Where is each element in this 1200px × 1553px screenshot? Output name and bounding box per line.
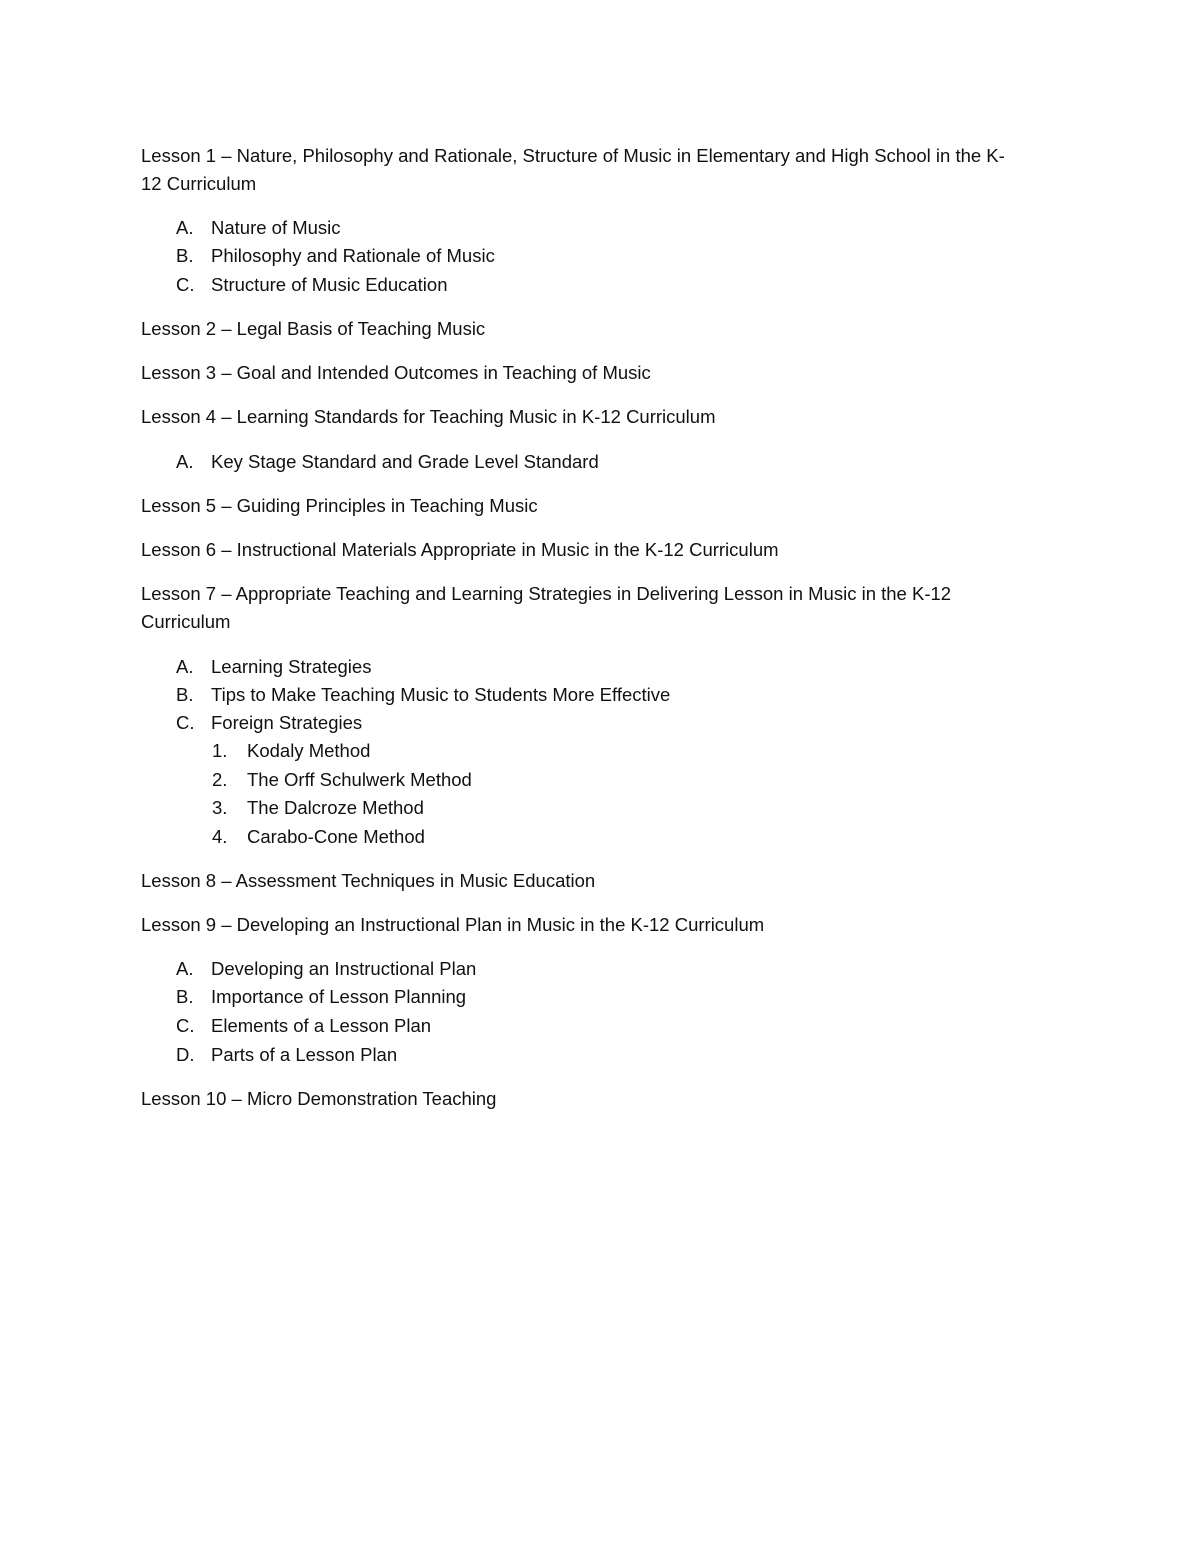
lesson-5-title: Lesson 5 – Guiding Principles in Teaching Music (141, 495, 538, 516)
lesson-7-item-a: Learning Strategies (211, 656, 372, 677)
lesson-1-item-a-marker: A. (176, 217, 194, 238)
lesson-7-method-4: Carabo-Cone Method (247, 826, 425, 847)
lesson-7-method-4-marker: 4. (212, 826, 228, 847)
lesson-7-title-line-2: Curriculum (141, 611, 231, 632)
lesson-4-item-a-marker: A. (176, 451, 194, 472)
lesson-6-title: Lesson 6 – Instructional Materials Appropriate in Music in the K-12 Curriculum (141, 539, 779, 560)
lesson-2-title: Lesson 2 – Legal Basis of Teaching Music (141, 318, 486, 339)
lesson-9-item-a: Developing an Instructional Plan (211, 958, 477, 979)
lesson-4-item-a: Key Stage Standard and Grade Level Standard (211, 451, 599, 472)
lesson-1-item-c: Structure of Music Education (211, 274, 448, 295)
lesson-9-item-d-marker: D. (176, 1044, 195, 1065)
lesson-1-title-line-1: Lesson 1 – Nature, Philosophy and Rationale, Structure of Music in Elementary and High School in the K- (141, 145, 1005, 166)
lesson-1-title-line-2: 12 Curriculum (141, 173, 257, 194)
lesson-9-item-b: Importance of Lesson Planning (211, 986, 467, 1007)
lesson-4-title: Lesson 4 – Learning Standards for Teaching Music in K-12 Curriculum (141, 406, 716, 427)
lesson-1-item-c-marker: C. (176, 274, 195, 295)
lesson-1-item-b: Philosophy and Rationale of Music (211, 245, 495, 266)
lesson-7-method-3-marker: 3. (212, 797, 228, 818)
lesson-7-item-c-marker: C. (176, 712, 195, 733)
lesson-9-item-c: Elements of a Lesson Plan (211, 1015, 432, 1036)
lesson-8-title: Lesson 8 – Assessment Techniques in Music Education (141, 870, 596, 891)
lesson-7-item-c: Foreign Strategies (211, 712, 363, 733)
lesson-7-item-b-marker: B. (176, 684, 194, 705)
lesson-9-item-a-marker: A. (176, 958, 194, 979)
lesson-7-title-line-1: Lesson 7 – Appropriate Teaching and Learning Strategies in Delivering Lesson in Music in the K-12 (141, 583, 952, 604)
lesson-3-title: Lesson 3 – Goal and Intended Outcomes in Teaching of Music (141, 362, 651, 383)
lesson-1-item-b-marker: B. (176, 245, 194, 266)
lesson-7-method-2: The Orff Schulwerk Method (247, 769, 472, 790)
lesson-7-method-2-marker: 2. (212, 769, 228, 790)
lesson-7-item-b: Tips to Make Teaching Music to Students More Effective (211, 684, 671, 705)
lesson-7-method-1: Kodaly Method (247, 740, 371, 761)
lesson-7-method-3: The Dalcroze Method (247, 797, 424, 818)
lesson-9-item-c-marker: C. (176, 1015, 195, 1036)
lesson-1-item-a: Nature of Music (211, 217, 341, 238)
lesson-9-item-d: Parts of a Lesson Plan (211, 1044, 398, 1065)
lesson-7-method-1-marker: 1. (212, 740, 228, 761)
lesson-7-item-a-marker: A. (176, 656, 194, 677)
lesson-10-title: Lesson 10 – Micro Demonstration Teaching (141, 1088, 497, 1109)
lesson-9-title: Lesson 9 – Developing an Instructional Plan in Music in the K-12 Curriculum (141, 914, 765, 935)
lesson-9-item-b-marker: B. (176, 986, 194, 1007)
